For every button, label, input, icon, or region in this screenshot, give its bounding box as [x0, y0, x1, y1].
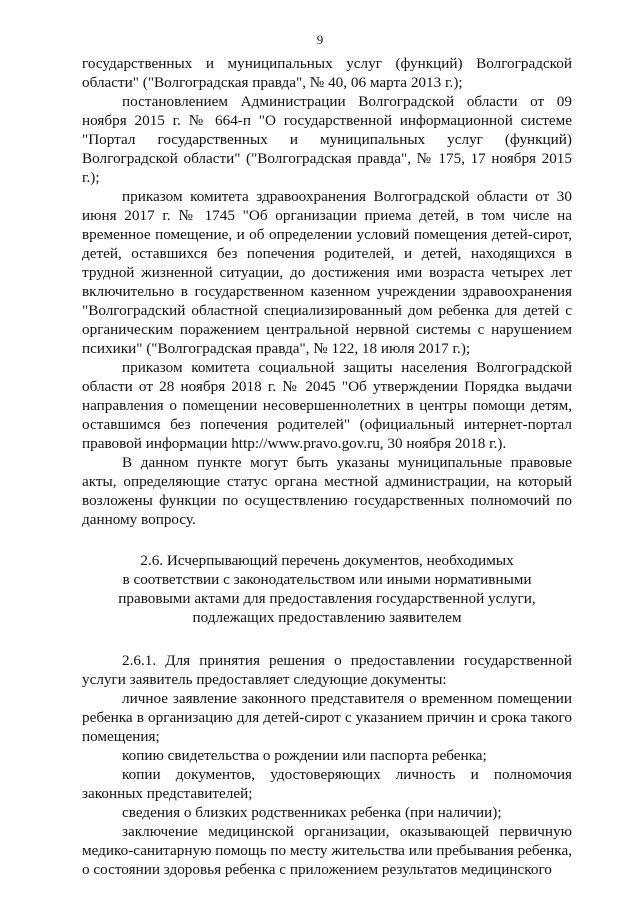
paragraph-municipal-acts-note: В данном пункте могут быть указаны муниципальные правовые акты, определяющие статус органа местной администрации, на который возложены функции по осуществлению государственных полномочий по данному вопросу.: [82, 454, 572, 528]
section-heading-line: правовыми актами для предоставления государственной услуги,: [118, 590, 536, 607]
list-item-birth-certificate: копию свидетельства о рождении или паспорта ребенка;: [122, 747, 487, 764]
paragraph-continuation: государственных и муниципальных услуг (функций) Волгоградской области" ("Волгоградская правда", № 40, 06 марта 2013 г.);: [82, 55, 572, 91]
list-item-identity-documents: копии документов, удостоверяющих личность и полномочия законных представителей;: [82, 766, 572, 802]
section-heading-2-6: [82, 551, 572, 627]
page-number: 9: [316, 32, 324, 47]
section-heading-line: 2.6. Исчерпывающий перечень документов, необходимых: [140, 552, 514, 569]
document-body: [82, 54, 572, 879]
section-heading-line: подлежащих предоставлению заявителем: [192, 609, 462, 626]
paragraph-decree-portal: постановлением Администрации Волгоградской области от 09 ноября 2015 г. № 664-п "О государственной информационной системе "Портал государственных и муниципальных услуг (функций) Волгоградской области" ("Волгоградская правда", № 175, 17 ноября 2015 г.);: [82, 93, 572, 186]
paragraph-order-healthcare: приказом комитета здравоохранения Волгоградской области от 30 июня 2017 г. № 1745 "Об организации приема детей, в том числе на временное помещение, и об определении условий помещения детей-сирот, детей, оставшихся без попечения родителей, и детей, находящихся в трудной жизненной ситуации, до достижения ими возраста четырех лет включительно в государственном казенном учреждении здравоохранения "Волгоградский областной специализированный дом ребенка для детей с органическим поражением центральной нервной системы с нарушением психики" ("Волгоградская правда", № 122, 18 июля 2017 г.);: [82, 188, 572, 357]
list-item-relatives-info: сведения о близких родственниках ребенка (при наличии);: [122, 804, 502, 821]
list-item-medical-conclusion: заключение медицинской организации, оказывающей первичную медико-санитарную помощь по месту жительства или пребывания ребенка, о состоянии здоровья ребенка с приложением результатов медицинского: [82, 823, 572, 878]
paragraph-order-social-protection: приказом комитета социальной защиты населения Волгоградской области от 28 ноября 2018 г. № 2045 "Об утверждении Порядка выдачи направления о помещении несовершеннолетних в центры помощи детям, оставшимся без попечения родителей" (официальный интернет-портал правовой информации http://www.pravo.gov.ru, 30 ноября 2018 г.).: [82, 359, 572, 452]
section-heading-line: в соответствии с законодательством или иными нормативными: [122, 571, 532, 588]
paragraph-2-6-1: 2.6.1. Для принятия решения о предоставлении государственной услуги заявитель предоставляет следующие документы:: [82, 652, 572, 688]
list-item-personal-application: личное заявление законного представителя о временном помещении ребенка в организацию для детей-сирот с указанием причин и срока такого помещения;: [82, 690, 572, 745]
